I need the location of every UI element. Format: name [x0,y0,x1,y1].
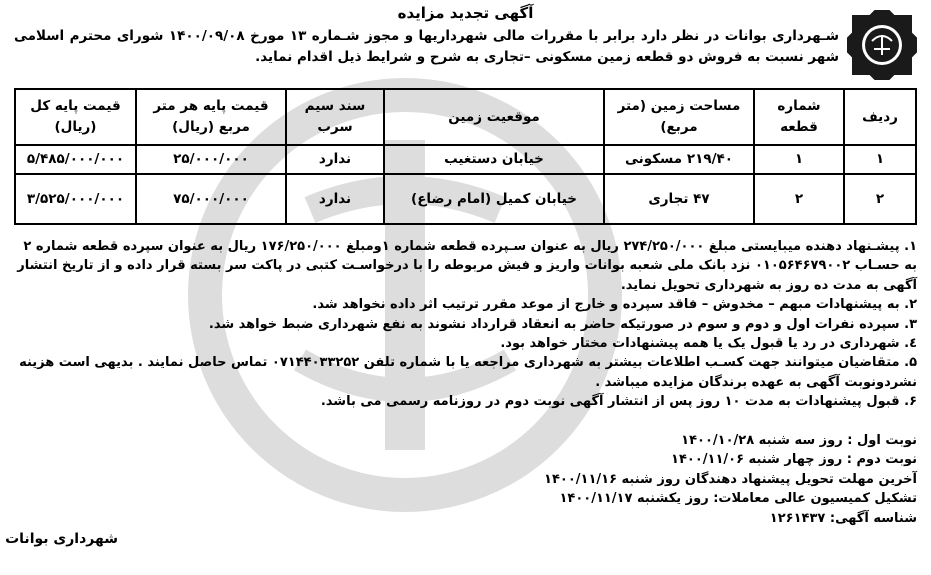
schedule-deadline: آخرین مهلت تحویل پیشنهاد دهندگان روز شنبه ۱۴۰۰/۱۱/۱۶ [544,471,917,487]
header-row-number: ردیف [844,89,916,145]
cell-deed: ندارد [286,145,384,174]
header-total-price: قیمت پایه کل (ریال) [15,89,136,145]
cell-plot-number: ۲ [754,174,844,224]
cell-row-number: ۱ [844,145,916,174]
cell-deed: ندارد [286,174,384,224]
cell-plot-number: ۱ [754,145,844,174]
cell-land-area: ۲۱۹/۴۰ مسکونی [604,145,754,174]
cell-price-per-meter: ۷۵/۰۰۰/۰۰۰ [136,174,286,224]
condition-item: ۲. به پیشنهادات مبهم – مخدوش – فاقد سپرده و خارج از موعد مقرر ترتیب اثر داده نخواهد شد. [312,297,917,313]
condition-item: ۱. پیشـنهاد دهنده میبایستی مبلغ ۲۷۴/۲۵۰/۰۰۰ ریال به عنوان سـپرده قطعه شماره ۱ومبلغ ۱۷۶/۲۵۰/۰۰۰ ریال به عنوان سپرده قطعه شماره ۲ به حسـاب ۰۱۰۵۶۴۶۷۹۰۰۲ نزد بانک ملی شعبه بوانات واریز و فیش مربوطه را با درخواسـت کتبی در پاکت سر بسته قرار داده و از تاریخ انتشار آگهی به مدت ده روز به شهرداری تحویل نماید. [17,239,917,293]
cell-land-area: ۴۷ تجاری [604,174,754,224]
cell-land-location: خیابان دستغیب [384,145,604,174]
cell-total-price: ۳/۵۲۵/۰۰۰/۰۰۰ [15,174,136,224]
cell-price-per-meter: ۲۵/۰۰۰/۰۰۰ [136,145,286,174]
header-deed: سند سیم سرب [286,89,384,145]
header-price-per-meter: قیمت پایه هر متر مربع (ریال) [136,89,286,145]
cell-total-price: ۵/۴۸۵/۰۰۰/۰۰۰ [15,145,136,174]
land-lots-table [14,88,917,225]
table-row [15,145,916,174]
condition-item: ۳. سپرده نفرات اول و دوم و سوم در صورتیکه حاضر به انعقاد قرارداد نشوند به نفع شهرداری ضبط خواهد شد. [208,316,917,332]
table-row [15,174,916,224]
header-plot-number: شماره قطعه [754,89,844,145]
notice-title: آگهی تجدید مزایده [397,4,534,22]
schedule-second-publication: نوبت دوم : روز چهار شنبه ۱۴۰۰/۱۱/۰۶ [671,452,917,468]
schedule-commission: تشکیل کمیسیون عالی معاملات: روز یکشنبه ۱۴۰۰/۱۱/۱۷ [559,491,917,507]
condition-item: ۵. متقاضیان میتوانند جهت کسـب اطلاعات بیشتر به شهرداری مراجعه یا با شماره تلفن ۰۷۱۴۴۰۳۳۲۵۲ تماس حاصل نمایند . بدیهی است هزینه نشردونوبت آگهی به عهده برندگان مزایده میباشد . [19,355,917,390]
table-header-row [15,89,916,145]
header-land-area: مساحت زمین (متر مربع) [604,89,754,145]
header-land-location: موقعیت زمین [384,89,604,145]
cell-row-number: ۲ [844,174,916,224]
schedule-list [544,431,917,528]
signature: شهرداری بوانات [5,531,118,547]
schedule-first-publication: نوبت اول : روز سه شنبه ۱۴۰۰/۱۰/۲۸ [681,433,917,448]
notice-intro: شـهرداری بوانات در نظر دارد برابر با مقررات مالی شهرداریها و مجوز شـماره ۱۳ مورخ ۱۴۰۰/۰۹/۰۸ شورای محترم اسلامی شهر نسبت به فروش دو قطعه زمین مسکونی –تجاری به شرح و شرایط ذیل اقدام نماید. [14,28,839,65]
cell-land-location: خیابان کمیل (امام رضاع) [384,174,604,224]
notice-id: شناسه آگهی: ۱۲۶۱۴۳۷ [769,510,917,526]
conditions-list [14,237,917,412]
condition-item: ٤. شهرداری در رد یا قبول یک یا همه پیشنهادات مختار خواهد بود. [500,336,917,352]
condition-item: ۶. قبول پیشنهادات به مدت ۱۰ روز پس از انتشار آگهی نوبت دوم در روزنامه رسمی می باشد. [320,394,917,410]
